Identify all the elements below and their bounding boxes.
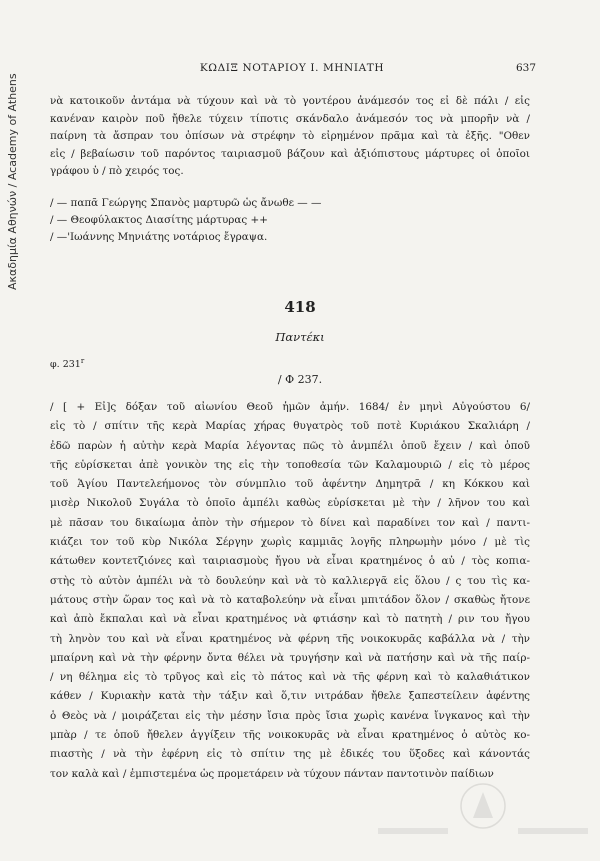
document-number: 418 [284,298,316,316]
text-line: μπὰρ / τε ὁποῦ ἤθελεν ἀγγίξειν τῆς νοικοκυρᾶς νὰ εἶναι κρατημένος ὁ αὐτὸς κο- [50,729,530,742]
signature-line: / —'Ιωάννης Μηνιάτης νοτάριος ἔγραψα. [50,231,268,244]
text-line: κιάζει τον τοῦ κὺρ Νικόλα Σέργην χωρὶς καμμιᾶς λογῆς πληρωμὴν μόνο / μὲ τὶς [50,536,530,549]
text-line: στὴς τὸ αὐτὸν ἀμπέλι νὰ τὸ δουλεύην καὶ νὰ τὸ καλλιεργᾶ εἰς ὅλου / ς του τὶς κα- [50,574,530,587]
text-line: / νη θέλημα εἰς τὸ τρῦγος καὶ εἰς τὸ πάτος καὶ νὰ τῆς φέρνη καὶ τὸ καλαθιάτικον [50,671,530,684]
text-line: μπαίρνη καὶ νὰ τὴν φέρνην ὄντα θέλει νὰ τρυγήσην καὶ νὰ πατήσην καὶ νὰ τῆς παίρ- [50,651,530,664]
text-line: / [ + Εἰ]ς δόξαν τοῦ αἰωνίου Θεοῦ ἡμῶν ἀμήν. 1684/ ἐν μηνὶ Αὐγούστου 6/ [50,401,530,413]
text-line: τοῦ Ἁγίου Παντελεήμονος τὸν σύνμπλιο τοῦ ἀφέντην Δημητρᾶ / κη Κόκκου καὶ [50,478,530,491]
text-line: εἰς τὸ / σπίτιν τῆς κερὰ Μαρίας χήρας θυγατρὸς τοῦ ποτὲ Κυριάκου Σκαλιάρη / [50,420,530,433]
text-line: κάτωθεν κοντετζιόνες καὶ ταιριασμοὺς ἤγου νὰ εἶναι κρατημένος ὁ αὐ / τὸς κοπια- [50,555,530,568]
text-line: εἰς / βεβαίωσιν τοῦ παρόντος ταιριασμοῦ βάζουν καὶ ἀξιόπιστους μάρτυρες οἱ ὁποῖοι [50,147,530,160]
signature-line: / — παπᾶ Γεώργης Σπανὸς μαρτυρῶ ὡς ἄνωθε — — [50,197,322,209]
text-line: μάτους στὴν ὥραν τος καὶ νὰ τὸ καταβολεύην νὰ εἶναι μπιτάδον ὅλον / σκαθὼς ἤτονε [50,593,530,606]
folio-text: φ. 231 [50,359,81,371]
text-line: γράφου ὑ / πὸ χειρός τος. [50,165,184,178]
archive-reference: / Φ 237. [277,373,323,386]
top-paragraph [50,93,530,181]
text-line: ἐδῶ παρὼν ἡ αὐτὴν κερὰ Μαρία λέγοντας πῶς τὸ ἀνμπέλι ὁποῦ ἔχειν / καὶ ὁποῦ [50,439,530,452]
text-line: ὁ Θεὸς νὰ / μοιράζεται εἰς τὴν μέσην ἴσια πρὸς ἴσια χωρὶς κανένα ἴνγκανος καὶ τὴν [50,709,530,722]
text-line: τὴ ληνὸν του καὶ νὰ εἶναι κρατημένος νὰ φέρνη τῆς νοικοκυρᾶς καβάλλα νὰ / τὴν [50,632,530,645]
text-line: καὶ ἀπὸ ἔκπαλαι καὶ νὰ εἶναι κρατημένος νὰ φτιάσην καὶ τὸ πατητὴ / ριν του ἤγου [50,613,530,626]
body-paragraph [50,398,530,784]
text-line: μὲ πᾶσαν του δικαίωμα ἀπὸν τὴν σήμερον τὸ δίνει καὶ παραδίνει τον καὶ / παντι- [50,516,530,529]
text-line: τῆς εὑρίσκεται ἀπὲ γονικὸν της εἰς τὴν τοποθεσία τῶν Καλαμουριῶ / εἰς τὸ μέρος [50,458,530,471]
folio-reference [50,357,84,370]
academy-seal-watermark [378,778,588,838]
text-line: παίρνη τὰ ἄσπραν του ὀπίσων νὰ στρέφην τὸ εἰρημένον πρᾶμα καὶ τὰ ἐξῆς. "Οθεν [50,130,530,143]
running-title: ΚΩΔΙΞ ΝΟΤΑΡΙΟΥ Ι. ΜΗΝΙΑΤΗ [199,62,385,74]
text-line: κάθεν / Κυριακὴν κατὰ τὴν τάξιν καὶ ὅ,τιν νιτράδαν ἤθελε ξαπεστείλειν ἀφέντης [50,690,530,703]
text-line: τον καλὰ καὶ / ἐμπιστεμένα ὡς προμετάρειν νὰ τύχουν πάνταν παντοτινὸν παίδιων [50,767,494,780]
signature-line: / — Θεοφύλακτος Διασίτης μάρτυρας ++ [50,214,268,227]
signatures-block [50,195,530,247]
page-number: 637 [515,62,536,74]
text-line: κανέναν καιρὸν ποῦ ἤθελε τύχειν τίποτις σκάνδαλο ἀνάμεσόν τος νὰ μπορῆν νὰ / [50,112,530,125]
side-watermark-text: Ακαδημία Αθηνών / Academy of Athens [6,73,19,290]
running-head [48,62,536,78]
text-line: νὰ κατοικοῦν ἀντάμα νὰ τύχουν καὶ νὰ τὸ γοντέρου ἀνάμεσόν τος εἰ δὲ πάλι / εἰς [50,95,530,107]
side-watermark [6,40,20,290]
document-place: Παντέκι [275,330,325,344]
folio-superscript: r [80,357,85,365]
text-line: μισὲρ Νικολοῦ Συγάλα τὸ ὁποῖο ἀμπέλι καθὼς εὑρίσκεται μὲ τὴν / λῆνον του καὶ [50,497,530,510]
text-line: πιαστὴς / νὰ τὴν ἐφέρνη εἰς τὸ σπίτιν της μὲ ἐδικές του ὕξοδες καὶ κάνοντάς [50,748,530,761]
